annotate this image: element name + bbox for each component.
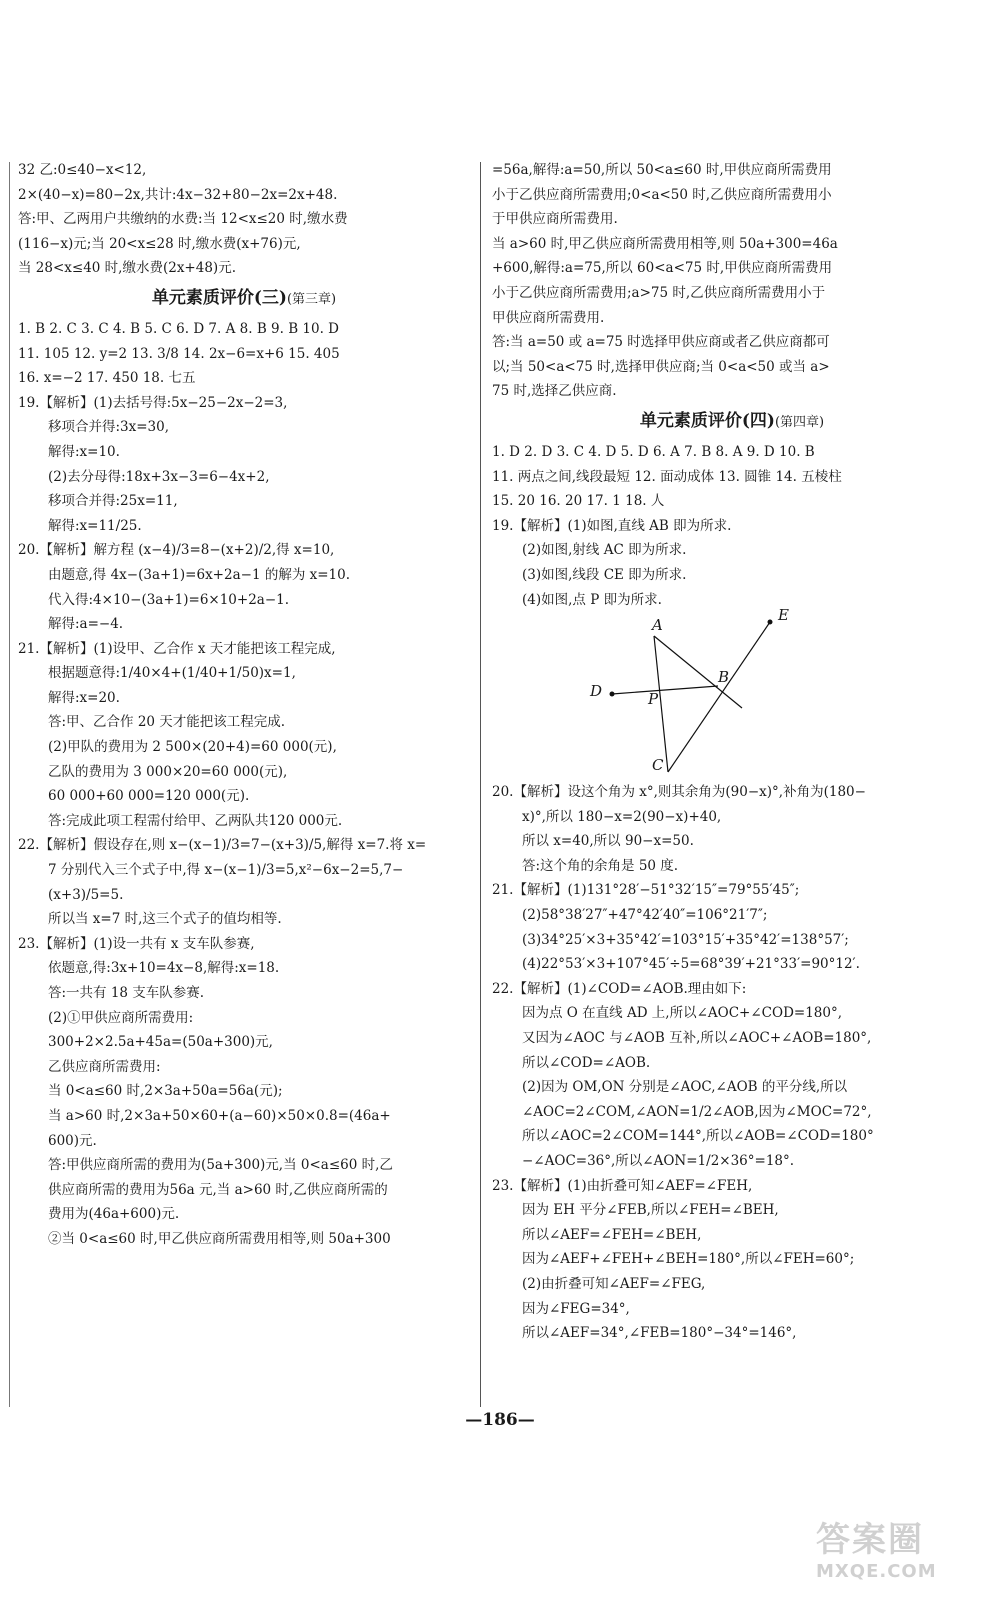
- solution-line: 因为∠AEF+∠FEH+∠BEH=180°,所以∠FEH=60°;: [522, 1251, 855, 1268]
- solution-line: 供应商所需的费用为56a 元,当 a>60 时,乙供应商所需的: [48, 1181, 388, 1198]
- text-line: 以;当 50<a<75 时,选择甲供应商;当 0<a<50 或当 a>: [492, 358, 830, 375]
- solution-line: 乙供应商所需费用:: [48, 1058, 161, 1075]
- solution-line: 答:这个角的余角是 50 度.: [522, 857, 679, 874]
- watermark-logo-text: 答案圈: [816, 1520, 924, 1560]
- solution-line: 600)元.: [48, 1132, 97, 1149]
- solution-line: 所以 x=40,所以 90−x=50.: [522, 833, 694, 850]
- solution-line: 答:一共有 18 支车队参赛.: [48, 985, 205, 1001]
- point-d: [610, 692, 615, 697]
- answer-line: 15. 20 16. 20 17. 1 18. 人: [492, 493, 665, 510]
- solution-line: (4)22°53′×3+107°45′÷5=68°39′+21°33′=90°12′.: [522, 956, 860, 973]
- solution-line: 60 000+60 000=120 000(元).: [48, 788, 250, 805]
- solution-line: 所以∠AOC=2∠COM=144°,所以∠AOB=∠COD=180°: [522, 1128, 874, 1145]
- solution-line: (2)①甲供应商所需费用:: [48, 1009, 194, 1026]
- solution-line: 21.【解析】(1)设甲、乙合作 x 天才能把该工程完成,: [18, 640, 336, 657]
- solution-line: 所以∠AEF=34°,∠FEB=180°−34°=146°,: [522, 1325, 797, 1342]
- section-title: 单元素质评价(三): [151, 287, 287, 308]
- solution-line: 解得:x=10.: [48, 443, 120, 460]
- text-line: 答:甲、乙两用户共缴纳的水费:当 12<x≤20 时,缴水费: [18, 211, 348, 228]
- text-line: +600,解得:a=75,所以 60<a<75 时,甲供应商所需费用: [492, 260, 833, 277]
- text-line: 于甲供应商所需费用.: [492, 211, 618, 228]
- text-line: 75 时,选择乙供应商.: [492, 383, 617, 400]
- label-p: P: [648, 690, 659, 709]
- solution-line: 解得:a=−4.: [48, 616, 124, 633]
- solution-line: 又因为∠AOC 与∠AOB 互补,所以∠AOC+∠AOB=180°,: [522, 1030, 872, 1047]
- solution-line: 代入得:4×10−(3a+1)=6×10+2a−1.: [48, 591, 290, 608]
- answer-line: 11. 两点之间,线段最短 12. 面动成体 13. 圆锥 14. 五棱柱: [492, 468, 842, 485]
- solution-line: 22.【解析】(1)∠COD=∠AOB.理由如下:: [492, 980, 747, 997]
- solution-line: (2)58°38′27″+47°42′40″=106°21′7″;: [522, 907, 768, 924]
- left-column: [18, 158, 470, 1252]
- solution-line: (2)由折叠可知∠AEF=∠FEG,: [522, 1275, 706, 1292]
- geometry-diagram: [582, 616, 782, 776]
- text-line: 当 a>60 时,甲乙供应商所需费用相等,则 50a+300=46a: [492, 235, 838, 252]
- solution-line: −∠AOC=36°,所以∠AON=1/2×36°=18°.: [522, 1153, 795, 1169]
- solution-line: 答:完成此项工程需付给甲、乙两队共120 000元.: [48, 812, 343, 829]
- solution-line: (3)如图,线段 CE 即为所求.: [522, 566, 687, 583]
- solution-line: (2)如图,射线 AC 即为所求.: [522, 542, 687, 559]
- solution-line: 300+2×2.5a+45a=(50a+300)元,: [48, 1034, 273, 1051]
- solution-line: ②当 0<a≤60 时,甲乙供应商所需费用相等,则 50a+300: [48, 1230, 391, 1247]
- solution-line: 费用为(46a+600)元.: [48, 1206, 180, 1223]
- label-e: E: [778, 606, 789, 625]
- label-b: B: [718, 668, 730, 687]
- text-line: =56a,解得:a=50,所以 50<a≤60 时,甲供应商所需费用: [492, 162, 832, 178]
- text-line: 2×(40−x)=80−2x,共计:4x−32+80−2x=2x+48.: [18, 186, 338, 203]
- solution-line: 因为点 O 在直线 AD 上,所以∠AOC+∠COD=180°,: [522, 1005, 843, 1022]
- solution-line: 20.【解析】设这个角为 x°,则其余角为(90−x)°,补角为(180−: [492, 784, 866, 801]
- answer-line: 1. B 2. C 3. C 4. B 5. C 6. D 7. A 8. B 9. B 10. D: [18, 320, 339, 337]
- section-subtitle: (第四章): [774, 414, 825, 430]
- solution-line: (2)甲队的费用为 2 500×(20+4)=60 000(元),: [48, 739, 337, 756]
- solution-line: (4)如图,点 P 即为所求.: [522, 591, 662, 608]
- solution-line: 解得:x=20.: [48, 689, 120, 706]
- text-line: 甲供应商所需费用.: [492, 309, 605, 326]
- solution-line: 所以∠COD=∠AOB.: [522, 1054, 651, 1071]
- solution-line: 22.【解析】假设存在,则 x−(x−1)/3=7−(x+3)/5,解得 x=7.将 x=: [18, 837, 427, 854]
- point-e: [768, 620, 773, 625]
- text-line: 答:当 a=50 或 a=75 时选择甲供应商或者乙供应商都可: [492, 334, 830, 351]
- solution-line: 23.【解析】(1)设一共有 x 支车队参赛,: [18, 935, 255, 952]
- solution-line: x)°,所以 180−x=2(90−x)+40,: [522, 808, 722, 825]
- text-line: (116−x)元;当 20<x≤28 时,缴水费(x+76)元,: [18, 235, 301, 252]
- solution-line: 根据题意得:1/40×4+(1/40+1/50)x=1,: [48, 665, 296, 682]
- solution-line: 23.【解析】(1)由折叠可知∠AEF=∠FEH,: [492, 1177, 753, 1194]
- section-title: 单元素质评价(四): [639, 410, 775, 431]
- solution-line: 20.【解析】解方程 (x−4)/3=8−(x+2)/2,得 x=10,: [18, 542, 335, 559]
- solution-line: (2)因为 OM,ON 分别是∠AOC,∠AOB 的平分线,所以: [522, 1079, 848, 1096]
- section-heading-3: [18, 283, 470, 315]
- solution-line: 由题意,得 4x−(3a+1)=6x+2a−1 的解为 x=10.: [48, 566, 351, 583]
- solution-line: 因为∠FEG=34°,: [522, 1300, 630, 1317]
- text-line: 小于乙供应商所需费用;a>75 时,乙供应商所需费用小于: [492, 284, 826, 301]
- answer-line: 16. x=−2 17. 450 18. 七五: [18, 370, 196, 387]
- left-margin-rule: [9, 162, 10, 1407]
- solution-line: (2)去分母得:18x+3x−3=6−4x+2,: [48, 468, 270, 485]
- watermark-url: MXQE.COM: [816, 1561, 937, 1582]
- solution-line: (x+3)/5=5.: [48, 886, 124, 903]
- answer-line: 1. D 2. D 3. C 4. D 5. D 6. A 7. B 8. A 9. D 10. B: [492, 443, 815, 460]
- solution-line: 21.【解析】(1)131°28′−51°32′15″=79°55′45″;: [492, 882, 800, 899]
- segment-ce: [668, 622, 770, 772]
- segment-dp: [612, 686, 718, 694]
- geometry-figure: [492, 606, 972, 778]
- solution-line: 当 a>60 时,2×3a+50×60+(a−60)×50×0.8=(46a+: [48, 1107, 391, 1124]
- solution-line: 答:甲供应商所需的费用为(5a+300)元,当 0<a≤60 时,乙: [48, 1157, 393, 1174]
- solution-line: 移项合并得:25x=11,: [48, 493, 178, 510]
- label-c: C: [652, 756, 664, 775]
- solution-line: 因为 EH 平分∠FEB,所以∠FEH=∠BEH,: [522, 1202, 779, 1219]
- solution-line: 所以∠AEF=∠FEH=∠BEH,: [522, 1226, 702, 1243]
- solution-line: 解得:x=11/25.: [48, 517, 142, 534]
- solution-line: 乙队的费用为 3 000×20=60 000(元),: [48, 763, 288, 780]
- solution-line: 7 分别代入三个式子中,得 x−(x−1)/3=5,x²−6x−2=5,7−: [48, 862, 404, 879]
- text-line: 小于乙供应商所需费用;0<a<50 时,乙供应商所需费用小: [492, 186, 832, 203]
- solution-line: 答:甲、乙合作 20 天才能把该工程完成.: [48, 714, 286, 731]
- solution-line: 当 0<a≤60 时,2×3a+50a=56a(元);: [48, 1083, 283, 1100]
- section-heading-4: [492, 406, 972, 438]
- section-subtitle: (第三章): [286, 291, 337, 307]
- right-column: [492, 158, 972, 1346]
- site-watermark: [816, 1512, 986, 1582]
- column-divider: [480, 162, 481, 1407]
- solution-line: ∠AOC=2∠COM,∠AON=1/2∠AOB,因为∠MOC=72°,: [522, 1103, 872, 1120]
- text-line: 32 乙:0≤40−x<12,: [18, 162, 147, 178]
- solution-line: 所以当 x=7 时,这三个式子的值均相等.: [48, 911, 282, 928]
- solution-line: (3)34°25′×3+35°42′=103°15′+35°42′=138°57′;: [522, 931, 849, 948]
- text-line: 当 28<x≤40 时,缴水费(2x+48)元.: [18, 260, 236, 277]
- label-a: A: [652, 616, 663, 635]
- solution-line: 19.【解析】(1)如图,直线 AB 即为所求.: [492, 517, 732, 534]
- label-d: D: [590, 682, 603, 701]
- page-number: —186—: [465, 1410, 535, 1430]
- answer-line: 11. 105 12. y=2 13. 3/8 14. 2x−6=x+6 15. 405: [18, 345, 340, 362]
- solution-line: 移项合并得:3x=30,: [48, 419, 170, 436]
- solution-line: 19.【解析】(1)去括号得:5x−25−2x−2=3,: [18, 394, 288, 411]
- solution-line: 依题意,得:3x+10=4x−8,解得:x=18.: [48, 960, 280, 977]
